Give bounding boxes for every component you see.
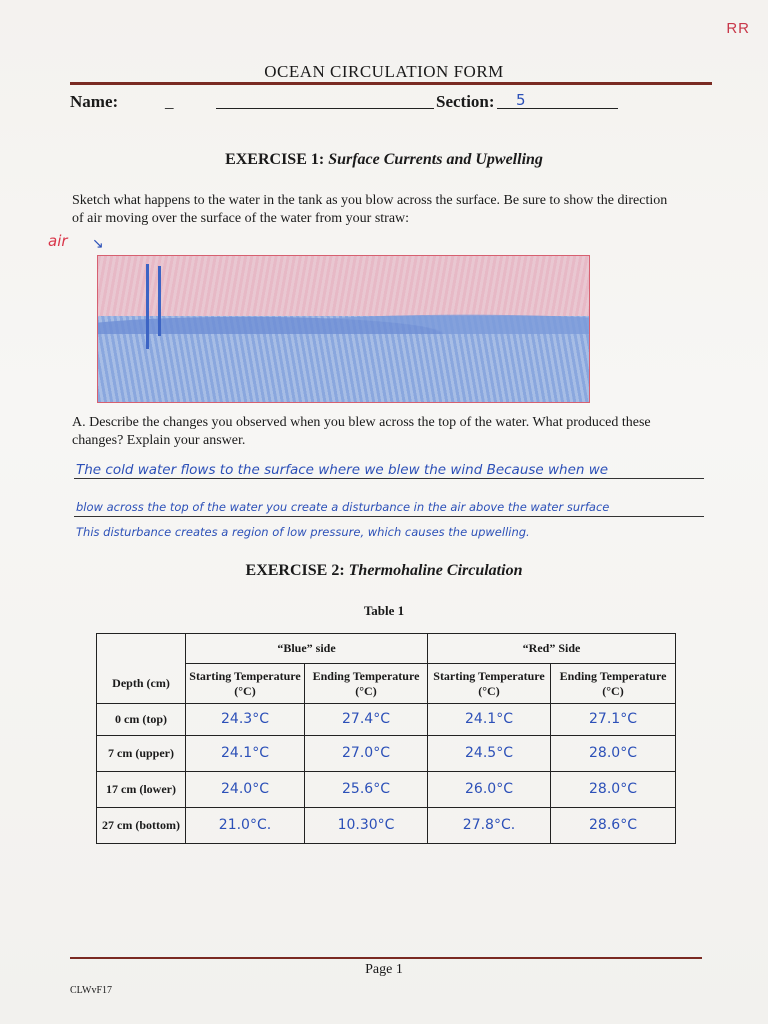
name-line <box>216 108 434 109</box>
table-row <box>97 772 676 808</box>
red-end-cell: 28.0°C <box>551 736 676 772</box>
name-value: _ <box>165 92 174 111</box>
red-starting-header: Starting Temperature (°C) <box>428 664 551 704</box>
temperature-table <box>96 633 676 844</box>
blue-start-cell: 24.1°C <box>186 736 305 772</box>
blue-start-cell: 24.3°C <box>186 704 305 736</box>
title-rule <box>70 82 712 85</box>
blue-start-cell: 21.0°C. <box>186 808 305 844</box>
red-start-cell: 24.1°C <box>428 704 551 736</box>
section-label: Section: <box>436 92 495 111</box>
red-start-cell: 24.5°C <box>428 736 551 772</box>
blue-side-header: “Blue” side <box>186 634 428 664</box>
blue-end-cell: 10.30°C <box>305 808 428 844</box>
red-start-cell: 27.8°C. <box>428 808 551 844</box>
red-start-cell: 26.0°C <box>428 772 551 808</box>
page-title: OCEAN CIRCULATION FORM <box>264 62 504 81</box>
upwelling-stroke <box>158 266 161 336</box>
table-row <box>97 736 676 772</box>
red-end-cell: 27.1°C <box>551 704 676 736</box>
name-label: Name: <box>70 92 119 111</box>
blue-ending-header: Ending Temperature (°C) <box>305 664 428 704</box>
depth-cell: 7 cm (upper) <box>97 736 186 772</box>
red-end-cell: 28.0°C <box>551 772 676 808</box>
section-value: 5 <box>516 91 526 109</box>
blue-end-cell: 25.6°C <box>305 772 428 808</box>
air-label: air <box>48 232 68 250</box>
tank-sketch <box>97 255 590 403</box>
red-ending-header: Ending Temperature (°C) <box>551 664 676 704</box>
corner-initials: RR <box>726 20 750 37</box>
table-title: Table 1 <box>363 603 405 618</box>
air-arrow-icon: ↘ <box>92 237 104 252</box>
depth-cell: 17 cm (lower) <box>97 772 186 808</box>
answer-line: This disturbance creates a region of low pressure, which causes the upwelling. <box>76 525 530 539</box>
answer-line: blow across the top of the water you create a disturbance in the air above the water surface <box>76 500 610 514</box>
blue-starting-header: Starting Temperature (°C) <box>186 664 305 704</box>
red-side-header: “Red” Side <box>428 634 676 664</box>
blue-end-cell: 27.4°C <box>305 704 428 736</box>
exercise-1-heading: EXERCISE 1: Surface Currents and Upwelling <box>225 151 543 168</box>
blue-start-cell: 24.0°C <box>186 772 305 808</box>
upwelling-stroke <box>146 264 149 349</box>
blue-end-cell: 27.0°C <box>305 736 428 772</box>
answer-line: The cold water flows to the surface where we blew the wind Because when we <box>76 462 609 478</box>
depth-cell: 27 cm (bottom) <box>97 808 186 844</box>
table-row <box>97 704 676 736</box>
form-code: CLWvF17 <box>70 985 113 996</box>
depth-header: Depth (cm) <box>97 664 186 704</box>
question-a: A. Describe the changes you observed when you blew across the top of the water. What produced these changes? Explain your answer. <box>72 415 651 448</box>
answer-rule <box>74 478 704 479</box>
table-row <box>97 808 676 844</box>
sketch-wave <box>98 304 589 334</box>
depth-cell: 0 cm (top) <box>97 704 186 736</box>
exercise-1-instructions: Sketch what happens to the water in the tank as you blow across the surface. Be sure to show the direction of air moving over the surface of the water from your straw: <box>72 193 668 226</box>
exercise-2-heading: EXERCISE 2: Thermohaline Circulation <box>245 562 523 579</box>
answer-rule <box>74 516 704 517</box>
table-corner <box>97 634 186 664</box>
red-end-cell: 28.6°C <box>551 808 676 844</box>
footer-rule <box>70 957 702 959</box>
page-number: Page 1 <box>365 962 403 977</box>
